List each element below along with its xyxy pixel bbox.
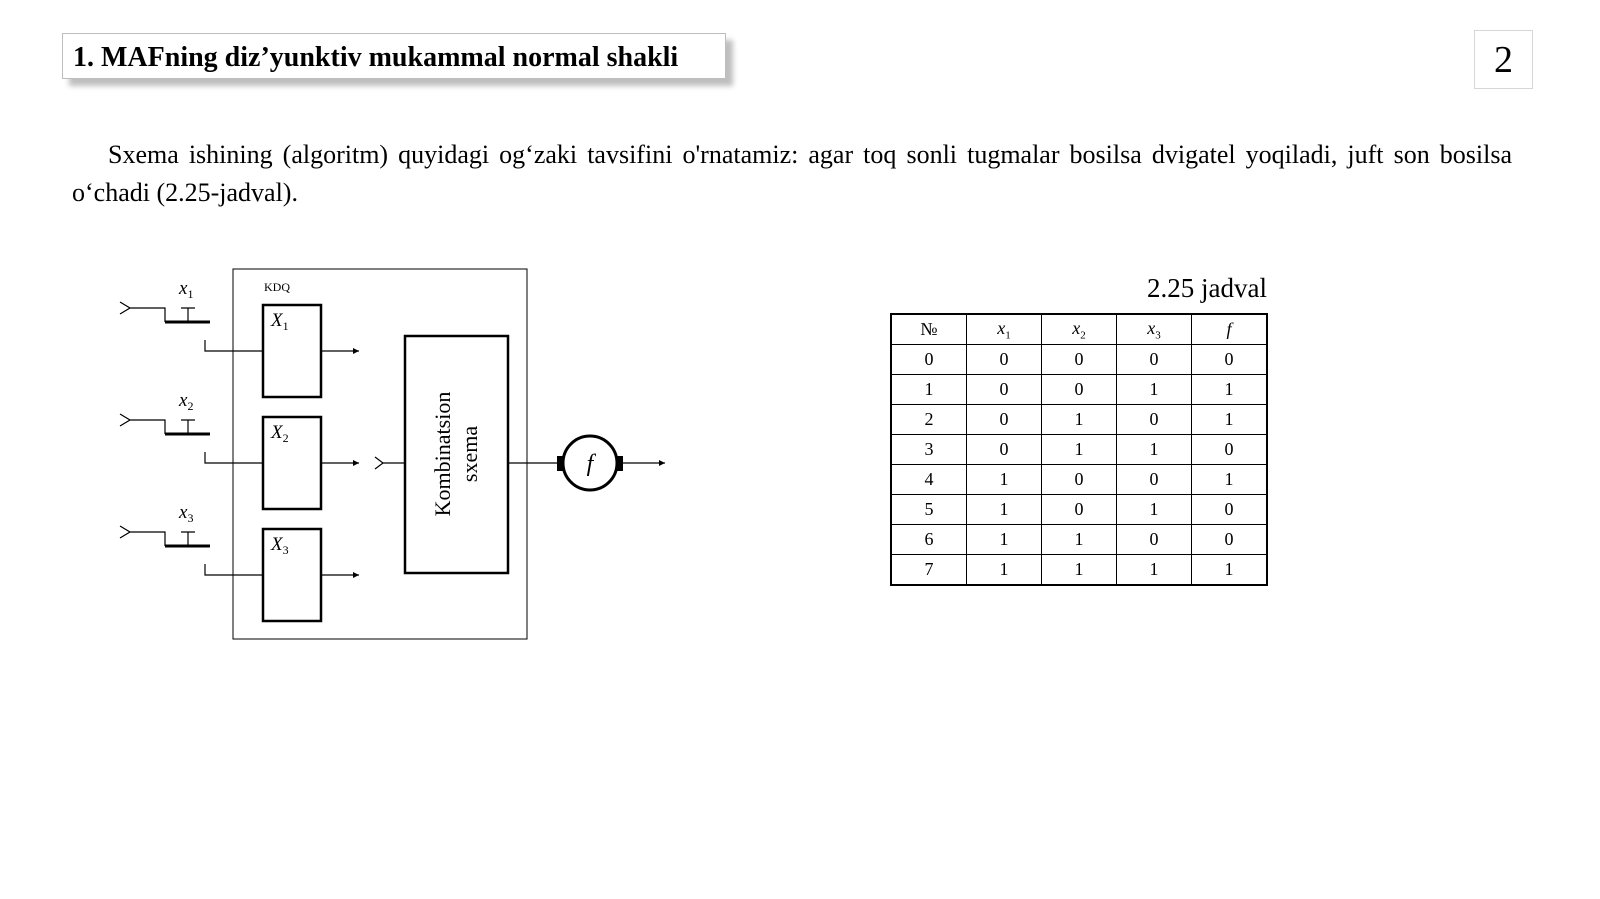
table-cell: 6 (891, 525, 967, 555)
input-arrow-1 (120, 302, 130, 314)
input-sub-3: 3 (187, 511, 194, 525)
table-cell: 1 (967, 465, 1042, 495)
register-sub-3: 3 (282, 543, 289, 557)
motor-terminal-right (616, 456, 623, 471)
table-cell: 0 (967, 405, 1042, 435)
switch-output-1 (205, 340, 263, 351)
table-cell: 1 (1117, 435, 1192, 465)
input-group-3 (120, 502, 359, 621)
table-row (891, 495, 1267, 525)
table-cell: 1 (967, 555, 1042, 586)
table-cell: 1 (967, 525, 1042, 555)
header-cell: $x_3$ (1117, 314, 1192, 345)
table-cell: 1 (967, 495, 1042, 525)
input-sub-1: 1 (187, 287, 194, 301)
table-cell: 1 (1192, 375, 1268, 405)
table-header-row (891, 314, 1267, 345)
input-arrow-3 (120, 526, 130, 538)
switch-output-3 (205, 564, 263, 575)
table-cell: 0 (1042, 495, 1117, 525)
table-cell: 0 (1117, 405, 1192, 435)
register-label-2: $X_2$ (271, 422, 289, 445)
register-label-1: $X_1$ (271, 310, 289, 333)
table-cell: 1 (1117, 375, 1192, 405)
table-row (891, 435, 1267, 465)
table-cell: 4 (891, 465, 967, 495)
table-row (891, 345, 1267, 375)
table-cell: 0 (967, 345, 1042, 375)
table-cell: 1 (1042, 435, 1117, 465)
table-row (891, 375, 1267, 405)
input-label-2: $x_2$ (179, 390, 194, 413)
table-caption: 2.25 jadval (1147, 273, 1267, 303)
table-cell: 0 (1192, 525, 1268, 555)
table-cell: 0 (1042, 375, 1117, 405)
register-sub-2: 2 (282, 431, 289, 445)
table-cell: 0 (1042, 345, 1117, 375)
table-cell: 0 (1117, 465, 1192, 495)
truth-table (890, 313, 1268, 586)
motor-label: f (586, 451, 594, 477)
table-cell: 5 (891, 495, 967, 525)
input-sub-2: 2 (187, 399, 194, 413)
table-cell: 0 (1042, 465, 1117, 495)
table-cell: 1 (1117, 555, 1192, 586)
input-wire-2 (130, 420, 165, 434)
header-cell: $x_1$ (967, 314, 1042, 345)
table-row (891, 555, 1267, 586)
table-row (891, 525, 1267, 555)
table-cell: 7 (891, 555, 967, 586)
table-cell: 1 (1042, 525, 1117, 555)
table-cell: 1 (1117, 495, 1192, 525)
combinational-input-arrow (375, 457, 383, 469)
table-cell: 2 (891, 405, 967, 435)
input-label-1: $x_1$ (179, 278, 194, 301)
table-cell: 1 (1042, 405, 1117, 435)
table-cell: 0 (967, 375, 1042, 405)
input-group-2 (120, 390, 359, 509)
kdq-label: KDQ (264, 280, 290, 294)
header-cell: № (891, 314, 967, 345)
input-wire-1 (130, 308, 165, 322)
switch-output-2 (205, 452, 263, 463)
table-cell: 1 (891, 375, 967, 405)
header-cell: f (1192, 314, 1268, 345)
register-label-3: $X_3$ (271, 534, 289, 557)
page-number: 2 (1474, 30, 1533, 89)
slide-title: 1. MAFning diz’yunktiv mukammal normal shakli (73, 42, 679, 73)
circuit-diagram (110, 262, 690, 652)
table-row (891, 465, 1267, 495)
input-arrow-2 (120, 414, 130, 426)
header-cell: $x_2$ (1042, 314, 1117, 345)
table-cell: 1 (1192, 405, 1268, 435)
table-row (891, 405, 1267, 435)
table-cell: 1 (1192, 555, 1268, 586)
switch-button-2 (181, 420, 195, 434)
table-cell: 0 (967, 435, 1042, 465)
switch-button-3 (181, 532, 195, 546)
table-cell: 0 (1117, 525, 1192, 555)
input-group-1 (120, 278, 359, 397)
table-cell: 3 (891, 435, 967, 465)
title-box (62, 33, 726, 79)
input-label-3: $x_3$ (179, 502, 194, 525)
description-paragraph: Sxema ishining (algoritm) quyidagi og‘zaki tavsifini o'rnatamiz: agar toq sonli tugmalar bosilsa dvigatel yoqiladi, juft son bosilsa o‘chadi (2.25-jadval). (72, 140, 1512, 207)
switch-button-1 (181, 308, 195, 322)
table-cell: 0 (1192, 435, 1268, 465)
register-sub-1: 1 (282, 319, 289, 333)
combinational-label-2: sxema (457, 425, 482, 483)
table-cell: 1 (1042, 555, 1117, 586)
table-cell: 0 (1117, 345, 1192, 375)
table-cell: 0 (891, 345, 967, 375)
table-cell: 1 (1192, 465, 1268, 495)
input-wire-3 (130, 532, 165, 546)
combinational-label-1: Kombinatsion (430, 391, 455, 517)
table-cell: 0 (1192, 495, 1268, 525)
table-cell: 0 (1192, 345, 1268, 375)
